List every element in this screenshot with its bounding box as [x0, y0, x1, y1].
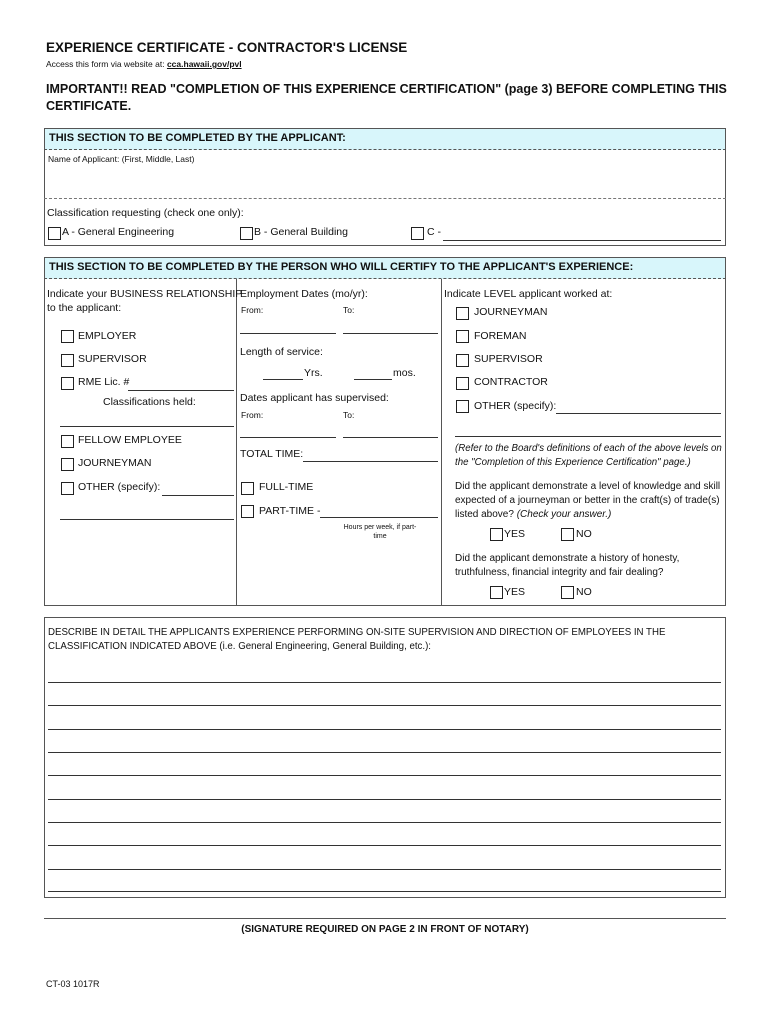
rme-checkbox[interactable] [61, 377, 74, 390]
fellow-employee-checkbox[interactable] [61, 435, 74, 448]
honesty-no-label: NO [576, 586, 592, 598]
describe-line[interactable] [48, 682, 721, 683]
level-journeyman-label: JOURNEYMAN [474, 306, 548, 318]
name-label: Name of Applicant: (First, Middle, Last) [48, 154, 195, 164]
other-relationship-field-2[interactable] [60, 519, 234, 520]
class-c-label: C - [427, 226, 441, 238]
total-time-field[interactable] [303, 461, 438, 462]
footer-rule [44, 918, 726, 919]
from-label: From: [241, 305, 264, 315]
journeyman-relationship-label: JOURNEYMAN [78, 457, 152, 469]
classifications-held-field[interactable] [60, 426, 234, 427]
length-of-service-label: Length of service: [240, 346, 323, 358]
level-contractor-label: CONTRACTOR [474, 376, 548, 388]
class-b-label: B - General Building [254, 226, 348, 238]
supervised-from-field[interactable] [240, 437, 336, 438]
describe-line[interactable] [48, 775, 721, 776]
skill-no-label: NO [576, 528, 592, 540]
employment-to-field[interactable] [343, 333, 438, 334]
full-time-checkbox[interactable] [241, 482, 254, 495]
question-honesty: Did the applicant demonstrate a history of honesty, truthfulness, financial integrity and fair dealing? [455, 553, 680, 579]
level-label: Indicate LEVEL applicant worked at: [444, 288, 613, 300]
question-skill [455, 480, 723, 523]
part-time-label: PART-TIME - [259, 505, 321, 517]
describe-line[interactable] [48, 869, 721, 870]
classifications-held-label: Classifications held: [103, 396, 196, 408]
supervisor-label: SUPERVISOR [78, 353, 147, 365]
other-relationship-checkbox[interactable] [61, 482, 74, 495]
other-relationship-field[interactable] [162, 495, 234, 496]
signature-note: (SIGNATURE REQUIRED ON PAGE 2 IN FRONT OF NOTARY) [241, 924, 529, 935]
class-c-checkbox[interactable] [411, 227, 424, 240]
classification-label: Classification requesting (check one only): [47, 207, 244, 219]
honesty-yes-label: YES [504, 586, 526, 598]
years-field[interactable] [263, 379, 303, 380]
hours-note: Hours per week, if part-time [343, 524, 417, 540]
supervised-to-field[interactable] [343, 437, 438, 438]
level-contractor-checkbox[interactable] [456, 377, 469, 390]
rme-license-field[interactable] [128, 390, 234, 391]
class-a-label: A - General Engineering [62, 226, 175, 238]
to-label-2: To: [343, 410, 355, 420]
describe-line[interactable] [48, 752, 721, 753]
level-definitions-note: (Refer to the Board's definitions of each of the above levels on the "Completion of this Experience Certification" page.) [455, 443, 722, 469]
describe-line[interactable] [48, 705, 721, 706]
describe-line[interactable] [48, 799, 721, 800]
describe-line[interactable] [48, 891, 721, 892]
class-b-checkbox[interactable] [240, 227, 253, 240]
check-answer-note: (Check your answer.) [516, 509, 612, 521]
level-other-checkbox[interactable] [456, 400, 469, 413]
dates-supervised-label: Dates applicant has supervised: [240, 392, 389, 404]
employment-dates-label: Employment Dates (mo/yr): [240, 288, 368, 300]
form-title: EXPERIENCE CERTIFICATE - CONTRACTOR'S LICENSE [46, 40, 408, 55]
level-other-field-2[interactable] [455, 436, 721, 437]
describe-section [44, 617, 726, 898]
other-relationship-label: OTHER (specify): [78, 481, 161, 493]
journeyman-relationship-checkbox[interactable] [61, 458, 74, 471]
years-label: Yrs. [304, 367, 323, 379]
divider [44, 198, 726, 199]
level-supervisor-label: SUPERVISOR [474, 353, 543, 365]
important-notice: IMPORTANT!! READ "COMPLETION OF THIS EXPERIENCE CERTIFICATION" (page 3) BEFORE COMPLETING THIS CERTIFICATE. [46, 82, 727, 113]
part-time-checkbox[interactable] [241, 505, 254, 518]
rme-label: RME Lic. # [78, 376, 130, 388]
honesty-yes-checkbox[interactable] [490, 586, 503, 599]
describe-instructions: DESCRIBE IN DETAIL THE APPLICANTS EXPERIENCE PERFORMING ON-SITE SUPERVISION AND DIRECTION OF EMPLOYEES IN THE CLASSIFICATION INDICATED ABOVE (i.e. General Engineering, General Building, etc.): [48, 627, 666, 653]
level-foreman-checkbox[interactable] [456, 330, 469, 343]
access-text [46, 59, 242, 69]
to-label: To: [343, 305, 355, 315]
employer-label: EMPLOYER [78, 330, 137, 342]
skill-no-checkbox[interactable] [561, 528, 574, 541]
form-id: CT-03 1017R [46, 979, 100, 989]
level-supervisor-checkbox[interactable] [456, 354, 469, 367]
certifier-section-heading: THIS SECTION TO BE COMPLETED BY THE PERSON WHO WILL CERTIFY TO THE APPLICANT'S EXPERIENCE: [44, 257, 726, 279]
supervisor-checkbox[interactable] [61, 354, 74, 367]
level-other-label: OTHER (specify): [474, 400, 557, 412]
months-field[interactable] [354, 379, 392, 380]
question-skill-text: Did the applicant demonstrate a level of knowledge and skill expected of a journeyman or better in the craft(s) of trade(s) listed above? [455, 481, 721, 521]
skill-yes-label: YES [504, 528, 526, 540]
part-time-hours-field[interactable] [320, 517, 438, 518]
skill-yes-checkbox[interactable] [490, 528, 503, 541]
fellow-employee-label: FELLOW EMPLOYEE [78, 434, 182, 446]
applicant-name-field[interactable] [46, 164, 724, 196]
employer-checkbox[interactable] [61, 330, 74, 343]
employment-from-field[interactable] [240, 333, 336, 334]
total-time-label: TOTAL TIME: [240, 448, 304, 460]
from-label-2: From: [241, 410, 264, 420]
honesty-no-checkbox[interactable] [561, 586, 574, 599]
class-c-field[interactable] [443, 240, 721, 241]
level-journeyman-checkbox[interactable] [456, 307, 469, 320]
full-time-label: FULL-TIME [259, 481, 314, 493]
website-link[interactable]: cca.hawaii.gov/pvl [166, 59, 242, 69]
column-divider-1 [236, 279, 237, 606]
access-prefix: Access this form via website at: [46, 59, 165, 69]
describe-line[interactable] [48, 729, 721, 730]
class-a-checkbox[interactable] [48, 227, 61, 240]
months-label: mos. [393, 367, 416, 379]
business-relationship-label-2: to the applicant: [47, 302, 122, 314]
business-relationship-label: Indicate your BUSINESS RELATIONSHIP [47, 288, 243, 300]
describe-line[interactable] [48, 845, 721, 846]
describe-line[interactable] [48, 822, 721, 823]
column-divider-2 [441, 279, 442, 606]
applicant-section-heading: THIS SECTION TO BE COMPLETED BY THE APPLICANT: [44, 128, 726, 150]
level-foreman-label: FOREMAN [474, 330, 527, 342]
level-other-field[interactable] [556, 413, 721, 414]
